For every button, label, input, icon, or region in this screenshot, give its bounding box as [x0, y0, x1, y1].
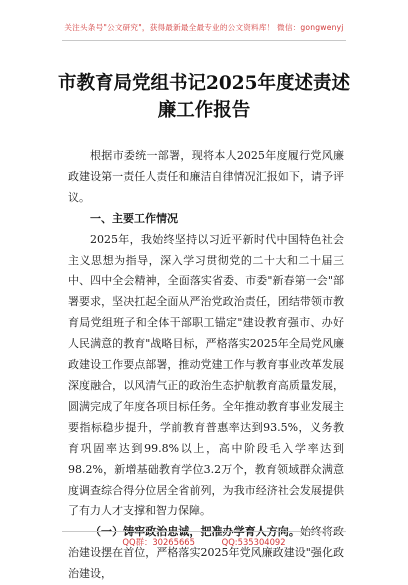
document-title: 市教育局党组书记2025年度述责述廉工作报告 [58, 73, 350, 121]
section-paragraph: 2025年，我始终坚持以习近平新时代中国特色社会主义思想为指导，深入学习贯彻党的二十大和二十届三中、四中全会精神，全面落实省委、市委"新春第一会"部署要求，坚决扛起全面从严治党政治责任，团结带领市教育局党组班子和全体干部职工锚定"建设教育强市、办好人民满意的教育"战略目标，严格落实2025年全局党风廉政建设工作要点部署，推动党建工作与教育事业改革发展深度融合，以风清气正的政治生态护航教育高质量发展，圆满完成了年度各项目标任务。全年推动教育事业发展主要指标稳步提升，学前教育普惠率达到93.5%，义务教育巩固率达到99.8%以上，高中阶段毛入学率达到98.2%，新增基础教育学位3.2万个，教育领域群众满意度调查综合得分位居全省前列，为我市经济社会发展提供了有力人才支撑和智力保障。 [68, 232, 344, 518]
qq-group-label: QQ群：30265665 [122, 537, 195, 547]
subsection-text: 治建设摆在首位，严格落实2025年党风廉政建设"强化政治建设， [68, 546, 344, 581]
intro-paragraph: 根据市委统一部署，现将本人2025年度履行党风廉政建设第一责任人责任和廉洁自律情况汇报如下，请予评议。 [68, 149, 344, 204]
footer-contacts [0, 536, 408, 548]
header-divider [62, 40, 346, 41]
document-body [68, 146, 344, 585]
section-heading: 一、主要工作情况 [90, 211, 178, 225]
footer-divider [62, 531, 346, 532]
header-banner: 关注头条号"公文研究"，获得最新最全最专业的公文资料库！ 微信：gongwenyj [64, 23, 344, 32]
qq-label: QQ:535304092 [221, 537, 286, 547]
